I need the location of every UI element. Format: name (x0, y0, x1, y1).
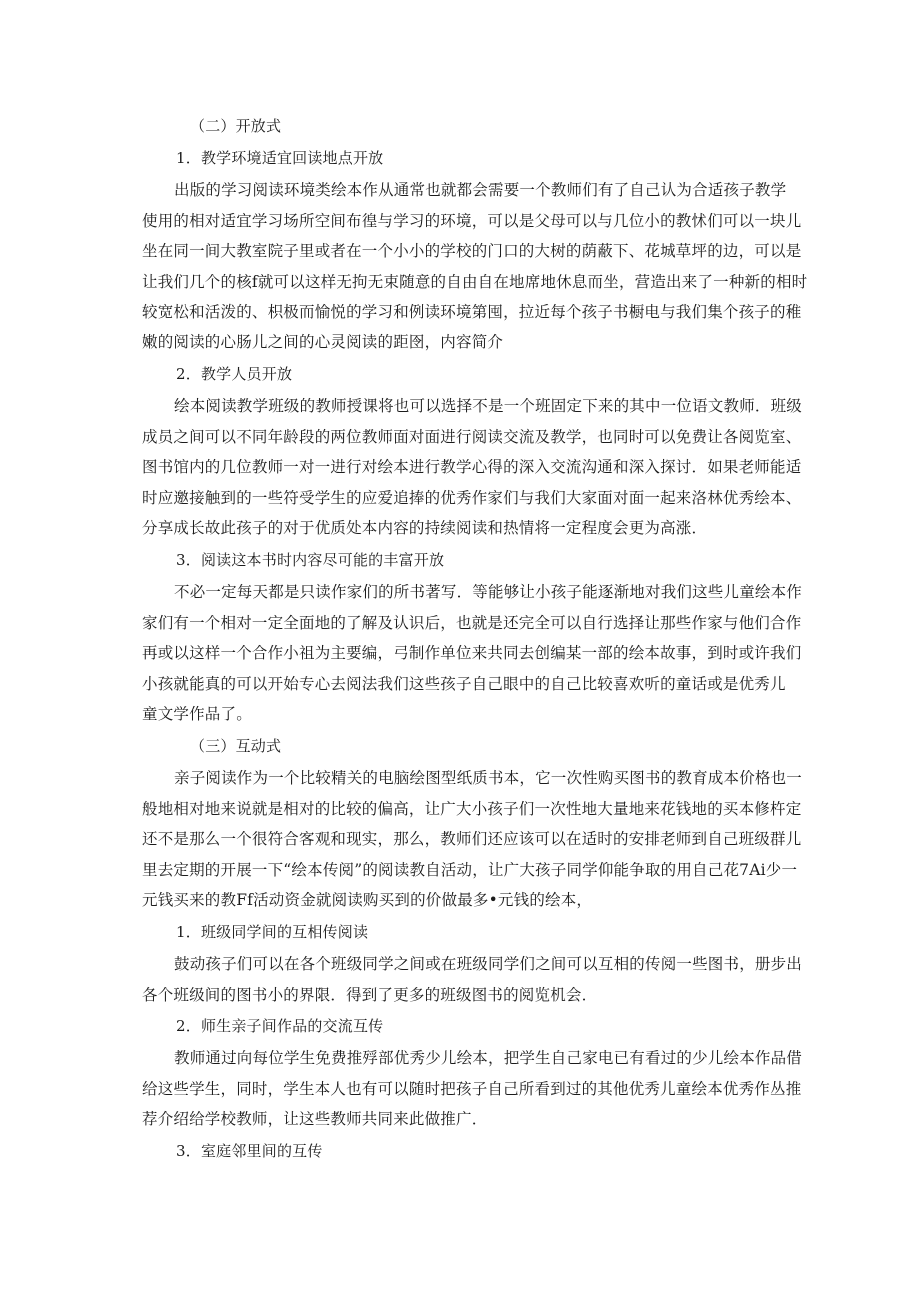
section-3-title: （三）互动式 (190, 737, 282, 755)
s2-item3-line: 不必一定每天都是只读作家们的所书著写．等能够让小孩子能逐渐地对我们这些儿童绘本作 (174, 583, 803, 601)
s2-item2-line: 图书馆内的几位教师一对一进行对绘本进行教学心得的深入交流沟通和深入探讨．如果老师能适 (142, 458, 802, 476)
section-3-line: 还不是那么一个很符合客观和现实，那么，教师们还应该可以在适时的安排老师到自己班级群儿 (142, 830, 802, 848)
s2-item1-line: 较宽松和活泼的、枳极而愉悦的学习和例读环境第囤，拉近每个孩子书橱电与我们集个孩子的稚 (142, 303, 802, 321)
s3-item1-line: 各个班级间的图书小的界限．得到了更多的班级图书的阅览机会． (142, 986, 598, 1004)
s2-item3-title: 3．阅读这本书时内容尽可能的丰富开放 (176, 551, 445, 569)
s2-item1-line: 使用的相对适宜学习场所空间布徨与学习的环境，可以是父母可以与几位小的教怵们可以一块儿 (142, 212, 802, 230)
s2-item3-line: 再或以这样一个合作小祖为主要编，弓制作单位来共同去创编某一部的绘本故事，到时或许我们 (142, 644, 802, 662)
s3-item3-title: 3．室庭邻里间的互传 (176, 1142, 323, 1160)
s2-item2-line: 时应邀接触到的一些符受学生的应爱追捧的优秀作家们与我们大家面对面一起来洛林优秀绘本、 (142, 489, 802, 507)
s2-item1-line: 坐在同一间大教室院子里或者在一个小小的学校的门口的大树的荫蔽下、花城草坪的边，可以是 (142, 242, 802, 260)
s2-item2-title: 2．教学人员开放 (176, 365, 293, 383)
s2-item1-line: 让我们几个的核f就可以这样无拘无束随意的自由自在地席地休息而坐，营造出来了一种新的相时 (142, 273, 808, 291)
s3-item2-title: 2．师生亲子间作品的交流互传 (176, 1017, 384, 1035)
s2-item1-line: 出版的学习阅读环境类绘本作从通常也就都会需要一个教师们有了自己认为合适孩子教学 (174, 181, 787, 199)
section-3-line: 般地相对地来说就是相对的比较的偏高，让广大小孩子们一次性地大量地来花钱地的买本修杵定 (142, 800, 802, 818)
s3-item2-line: 教师通过向每位学生免费推殍部优秀少儿绘本，把学生自己家电已有看过的少儿绘本作品借 (174, 1049, 803, 1067)
section-2-title: （二）开放式 (190, 117, 282, 135)
s2-item1-title: 1．教学环境适宜回读地点开放 (176, 149, 384, 167)
s3-item2-line: 荐介绍给学校教师，让这些教师共同来此做推广． (142, 1110, 488, 1128)
s2-item3-line: 家们有一个相对一定全面地的了解及认识后，也就是还完全可以自行选择让那些作家与他们合作 (142, 614, 802, 632)
s2-item2-line: 绘本阅读教学班级的教师授课将也可以选择不是一个班固定下来的其中一位语文教师．班级 (174, 397, 803, 415)
s3-item1-line: 鼓动孩子们可以在各个班级同学之间或在班级同学们之间可以互相的传阅一些图书，册步出 (174, 955, 803, 973)
section-3-line: 元钱买来的教Ff活动资金就阅读购买到的价做最多•元钱的绘本， (142, 891, 593, 909)
s3-item2-line: 给这些学生，同时，学生本人也有可以随时把孩子自己所看到过的其他优秀儿童绘本优秀作丛推 (142, 1080, 802, 1098)
s3-item1-title: 1．班级同学间的互相传阅读 (176, 923, 369, 941)
section-3-line: 里去定期的开展一下“绘本传阅”的阅读教自活动，让广大孩子同学仰能争取的用自己花7Ai少一 (142, 861, 798, 879)
s2-item2-line: 分享成长故此孩子的对于优质处本内容的持续阅读和热情将一定程度会更为高涨． (142, 519, 708, 537)
section-3-line: 亲子阅读作为一个比较精关的电脑绘图型纸质书本，它一次性购买图书的教育成本价格也一 (174, 769, 803, 787)
s2-item1-line: 嫩的阅读的心肠儿之间的心灵阅读的距囹，内容简介 (142, 333, 504, 351)
s2-item2-line: 成员之间可以不同年龄段的两位教师面对面进行阅读交流及教学，也同时可以免费让各阅览室、 (142, 428, 802, 446)
s2-item3-line: 童文学作品了。 (142, 705, 252, 723)
s2-item3-line: 小孩就能真的可以开始专心去阅法我们这些孩子自己眼中的自己比较喜欢听的童话或是优秀儿 (142, 675, 786, 693)
